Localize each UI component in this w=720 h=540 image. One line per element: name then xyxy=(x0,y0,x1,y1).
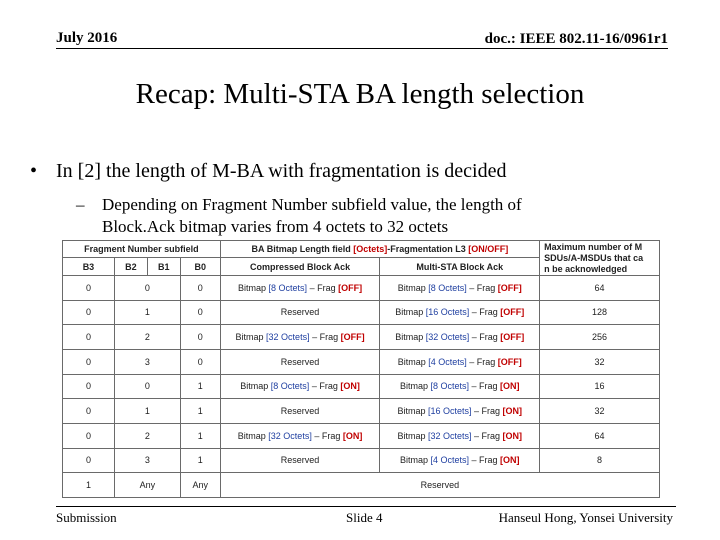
table-row xyxy=(63,423,660,448)
cell-b0: 1 xyxy=(180,448,220,473)
sub-bullet-item xyxy=(76,194,522,238)
sub-bullet-line2: Block.Ack bitmap varies from 4 octets to 32 octets xyxy=(102,217,449,236)
ba-bitmap-length-header xyxy=(220,241,539,258)
footer-submission: Submission xyxy=(56,510,117,525)
frag-label: – Frag xyxy=(469,307,501,318)
footer-slide-number: Slide 4 xyxy=(346,510,383,525)
col-b2-header: B2 xyxy=(114,258,147,276)
frag-state: [OFF] xyxy=(340,332,365,343)
col-multi-sta-header: Multi-STA Block Ack xyxy=(380,258,540,276)
cell-b3: 0 xyxy=(63,349,115,374)
header-doc-id: doc.: IEEE 802.11-16/0961r1 xyxy=(484,31,668,47)
cell-multi-sta-ba xyxy=(380,300,540,325)
octets-value: [32 Octets] xyxy=(268,430,312,441)
bitmap-label: Bitmap xyxy=(397,406,428,417)
cell-multi-sta-ba xyxy=(380,349,540,374)
frag-state: [OFF] xyxy=(338,282,363,293)
bullet-item xyxy=(30,160,506,183)
cell-max-msdus: 16 xyxy=(540,374,660,399)
bitmap-label: Bitmap xyxy=(237,430,269,441)
bitmap-label: Bitmap xyxy=(397,282,429,293)
table-row xyxy=(63,349,660,374)
dash-icon: – xyxy=(76,195,85,214)
footer-divider xyxy=(56,506,676,507)
fragment-number-header: Fragment Number subfield xyxy=(63,241,221,258)
bullet-dot-icon: • xyxy=(30,160,38,182)
cell-max-msdus: 32 xyxy=(540,399,660,424)
frag-label: – Frag xyxy=(466,282,498,293)
cell-multi-sta-ba xyxy=(380,448,540,473)
table-row xyxy=(63,300,660,325)
cell-compressed-reserved: Reserved xyxy=(220,399,380,424)
bitmap-label: Bitmap xyxy=(399,455,431,466)
ba-middle: -Fragmentation L3 xyxy=(387,244,469,254)
cell-b2-b1: Any xyxy=(114,473,180,498)
frag-label: – Frag xyxy=(469,332,501,343)
frag-label: – Frag xyxy=(309,381,341,392)
cell-b0: Any xyxy=(180,473,220,498)
bitmap-label: Bitmap xyxy=(395,307,426,318)
cell-reserved: Reserved xyxy=(220,473,659,498)
frag-label: – Frag xyxy=(471,430,503,441)
ba-prefix: BA Bitmap Length field xyxy=(251,244,354,254)
ba-octets: [Octets] xyxy=(353,244,388,254)
max-line3: n be acknowledged xyxy=(544,263,628,274)
cell-max-msdus: 64 xyxy=(540,423,660,448)
cell-b0: 0 xyxy=(180,325,220,350)
frag-state: [OFF] xyxy=(500,307,525,318)
cell-multi-sta-ba xyxy=(380,276,540,301)
octets-value: [8 Octets] xyxy=(268,282,308,293)
octets-value: [8 Octets] xyxy=(270,381,310,392)
cell-b2-b1: 3 xyxy=(114,349,180,374)
frag-state: [OFF] xyxy=(497,282,522,293)
max-msdus-header xyxy=(540,241,660,276)
frag-state: [ON] xyxy=(500,455,520,466)
bitmap-label: Bitmap xyxy=(235,332,267,343)
ba-onoff: [ON/OFF] xyxy=(468,244,509,254)
cell-b2-b1: 2 xyxy=(114,423,180,448)
frag-state: [OFF] xyxy=(497,356,522,367)
col-b1-header: B1 xyxy=(147,258,180,276)
cell-multi-sta-ba xyxy=(380,325,540,350)
max-line1: Maximum number of M xyxy=(544,241,643,252)
frag-state: [ON] xyxy=(502,430,523,441)
cell-b2-b1: 0 xyxy=(114,276,180,301)
table-row xyxy=(63,473,660,498)
table-header-row-1 xyxy=(63,241,660,258)
cell-multi-sta-ba xyxy=(380,423,540,448)
cell-b2-b1: 3 xyxy=(114,448,180,473)
cell-b0: 1 xyxy=(180,399,220,424)
cell-b3: 1 xyxy=(63,473,115,498)
cell-multi-sta-ba xyxy=(380,399,540,424)
table-row xyxy=(63,325,660,350)
cell-max-msdus: 256 xyxy=(540,325,660,350)
frag-state: [OFF] xyxy=(500,332,525,343)
frag-label: – Frag xyxy=(469,381,501,392)
frag-state: [ON] xyxy=(340,381,360,392)
cell-b2-b1: 1 xyxy=(114,399,180,424)
bitmap-label: Bitmap xyxy=(397,430,428,441)
cell-b3: 0 xyxy=(63,325,115,350)
col-compressed-header: Compressed Block Ack xyxy=(220,258,380,276)
frag-label: – Frag xyxy=(466,356,498,367)
footer-author: Hanseul Hong, Yonsei University xyxy=(498,510,673,525)
octets-value: [32 Octets] xyxy=(266,332,310,343)
cell-max-msdus: 8 xyxy=(540,448,660,473)
octets-value: [32 Octets] xyxy=(425,332,470,343)
cell-compressed-ba xyxy=(220,276,380,301)
cell-b3: 0 xyxy=(63,448,115,473)
header-divider xyxy=(56,48,668,49)
ba-length-table xyxy=(62,240,660,498)
cell-multi-sta-ba xyxy=(380,374,540,399)
frag-label: – Frag xyxy=(307,282,339,293)
bitmap-label: Bitmap xyxy=(395,332,426,343)
col-b3-header: B3 xyxy=(63,258,115,276)
table-row xyxy=(63,448,660,473)
cell-compressed-reserved: Reserved xyxy=(220,349,380,374)
cell-compressed-ba xyxy=(220,325,380,350)
bitmap-label: Bitmap xyxy=(238,282,269,293)
slide-title: Recap: Multi-STA BA length selection xyxy=(135,78,585,110)
octets-value: [16 Octets] xyxy=(425,307,470,318)
bitmap-label: Bitmap xyxy=(240,381,271,392)
max-line2: SDUs/A-MSDUs that ca xyxy=(544,252,644,263)
cell-b2-b1: 0 xyxy=(114,374,180,399)
octets-value: [16 Octets] xyxy=(427,406,472,417)
octets-value: [4 Octets] xyxy=(430,455,469,466)
octets-value: [8 Octets] xyxy=(430,381,469,392)
octets-value: [8 Octets] xyxy=(428,282,467,293)
frag-state: [ON] xyxy=(342,430,363,441)
col-b0-header: B0 xyxy=(180,258,220,276)
sub-bullet-line1: Depending on Fragment Number subfield value, the length of xyxy=(102,195,522,214)
cell-compressed-ba xyxy=(220,374,380,399)
cell-b3: 0 xyxy=(63,300,115,325)
cell-compressed-reserved: Reserved xyxy=(220,300,380,325)
frag-label: – Frag xyxy=(311,430,343,441)
cell-compressed-ba xyxy=(220,423,380,448)
cell-b3: 0 xyxy=(63,276,115,301)
cell-b0: 1 xyxy=(180,374,220,399)
frag-label: – Frag xyxy=(309,332,341,343)
bitmap-label: Bitmap xyxy=(397,356,429,367)
cell-b0: 1 xyxy=(180,423,220,448)
cell-b3: 0 xyxy=(63,399,115,424)
cell-compressed-reserved: Reserved xyxy=(220,448,380,473)
cell-max-msdus: 32 xyxy=(540,349,660,374)
frag-state: [ON] xyxy=(500,381,520,392)
table-body xyxy=(63,241,660,498)
table-row xyxy=(63,276,660,301)
cell-b0: 0 xyxy=(180,276,220,301)
table-row xyxy=(63,399,660,424)
cell-b2-b1: 1 xyxy=(114,300,180,325)
bitmap-label: Bitmap xyxy=(399,381,431,392)
frag-state: [ON] xyxy=(502,406,523,417)
cell-b2-b1: 2 xyxy=(114,325,180,350)
frag-label: – Frag xyxy=(469,455,501,466)
cell-max-msdus: 64 xyxy=(540,276,660,301)
cell-b3: 0 xyxy=(63,374,115,399)
table-row xyxy=(63,374,660,399)
cell-b0: 0 xyxy=(180,300,220,325)
cell-b0: 0 xyxy=(180,349,220,374)
frag-label: – Frag xyxy=(471,406,503,417)
octets-value: [32 Octets] xyxy=(427,430,472,441)
cell-b3: 0 xyxy=(63,423,115,448)
bullet-text: In [2] the length of M-BA with fragmentation is decided xyxy=(56,160,507,182)
octets-value: [4 Octets] xyxy=(428,356,467,367)
header-date: July 2016 xyxy=(56,30,118,46)
cell-max-msdus: 128 xyxy=(540,300,660,325)
